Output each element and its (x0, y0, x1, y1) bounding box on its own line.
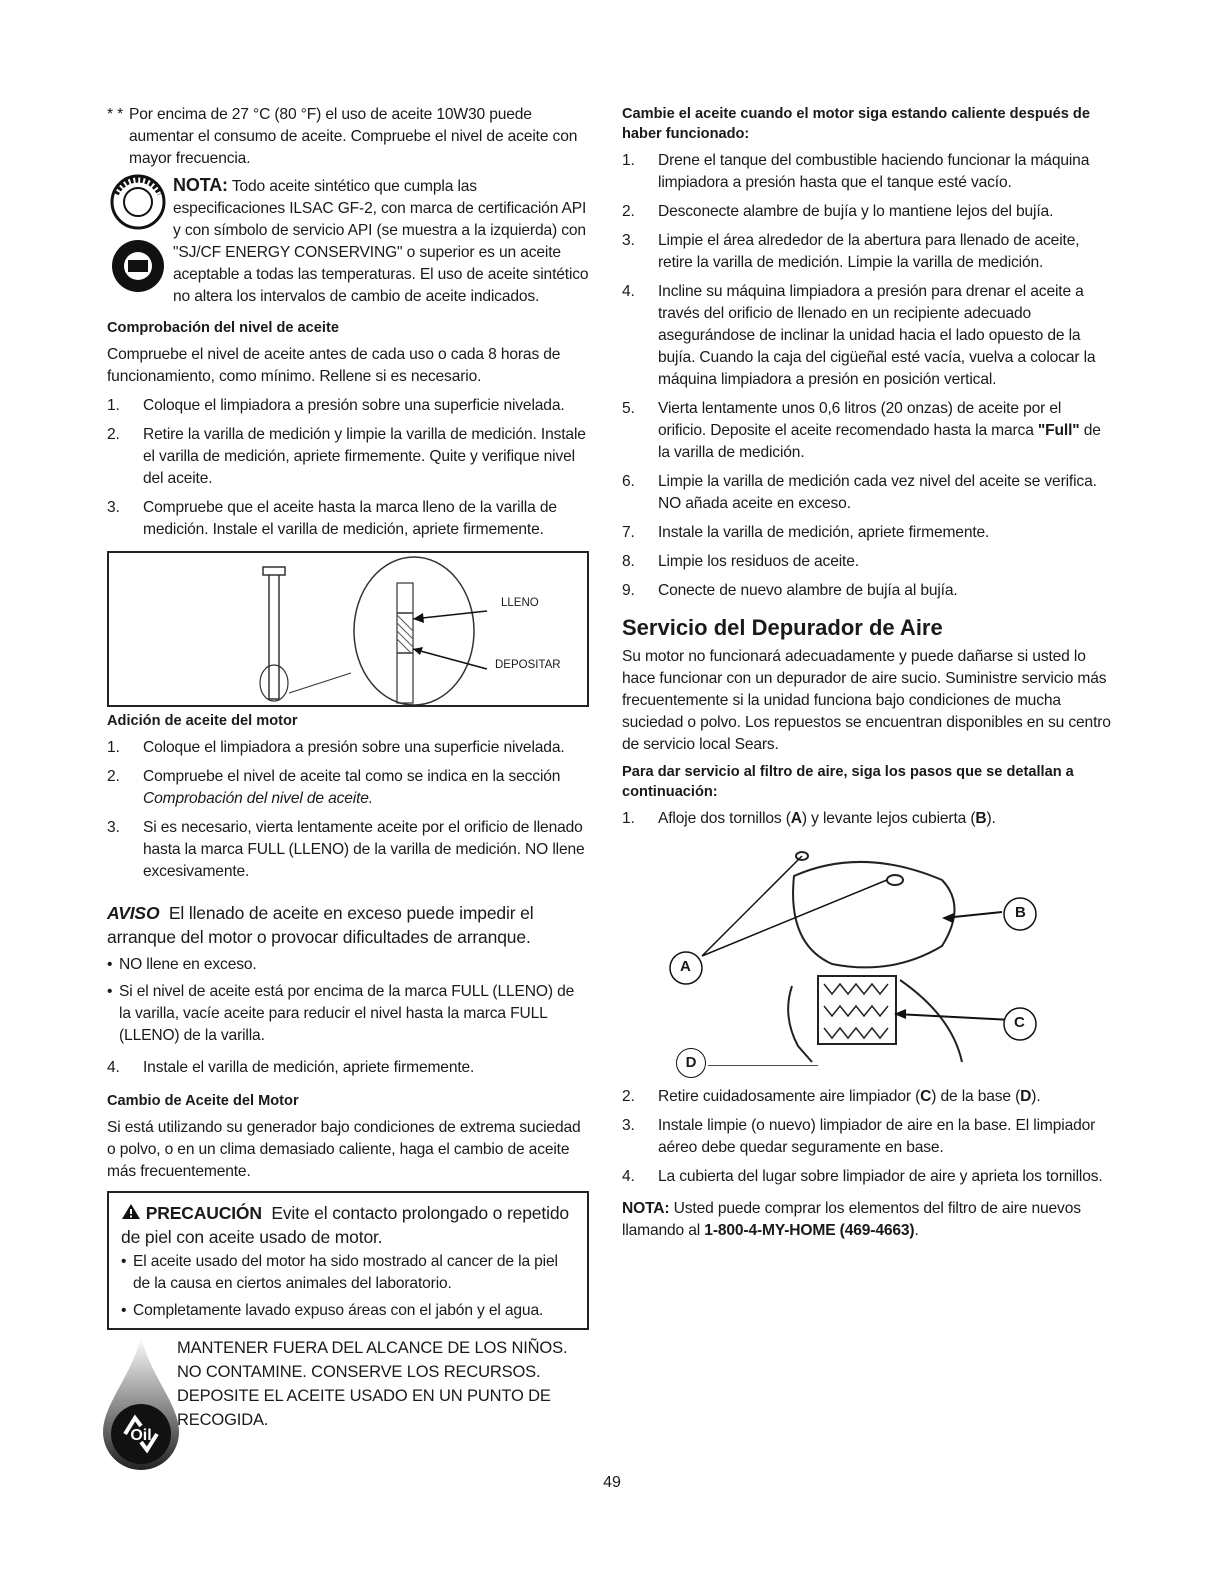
recycle-text: MANTENER FUERA DEL ALCANCE DE LOS NIÑOS. NO CONTAMINE. CONSERVE LOS RECURSOS. DEPOSITE EL ACEITE USADO EN UN PUNTO DE RECOGIDA. (177, 1339, 568, 1429)
list-item: 3. Compruebe que el aceite hasta la marca lleno de la varilla de medición. Instale el varilla de medición, apriete firmemente. (107, 499, 557, 538)
list-item: 4. La cubierta del lugar sobre limpiador de aire y aprieta los tornillos. (622, 1168, 1103, 1185)
list-item: 8. Limpie los residuos de aceite. (622, 553, 859, 570)
right-column (622, 104, 1112, 1242)
list-item: 2. Retire cuidadosamente aire limpiador (C) de la base (D). (622, 1088, 1041, 1105)
hot-change-heading: Cambie el aceite cuando el motor siga estando caliente después de haber funcionado: (622, 106, 1090, 142)
list-item: 4. Instale el varilla de medición, apriete firmemente. (107, 1059, 475, 1076)
add-step-4 (107, 1057, 589, 1079)
callout-a: A (680, 958, 691, 975)
callout-b: B (1015, 904, 1026, 921)
air-cleaner-text: Su motor no funcionará adecuadamente y puede dañarse si usted lo hace funcionar con un depurador de aire sucio. Suministre servicio más frecuentemente si la unidad funciona bajo condiciones de mucha suciedad o polvo. Los repuestos se encuentran disponibles en su centro de servicio local Sears. (622, 648, 1111, 753)
caution-label: PRECAUCIÓN (145, 1203, 262, 1223)
phone-number: 1-800-4-MY-HOME (469-4663) (704, 1222, 915, 1239)
check-heading: Comprobación del nivel de aceite (107, 320, 339, 336)
air-filter-note: NOTA: Usted puede comprar los elementos del filtro de aire nuevos llamando al 1-800-4-MY-HOME (469-4663). (622, 1200, 1081, 1239)
api-service-seal-icon (107, 174, 169, 294)
aviso-label: AVISO (107, 903, 160, 923)
air-steps-2-4 (622, 1086, 1112, 1188)
list-item: • NO llene en exceso. (107, 954, 589, 976)
page-number: 49 (603, 1474, 621, 1491)
air-cleaner-heading: Servicio del Depurador de Aire (622, 615, 943, 640)
add-steps (107, 737, 589, 883)
air-cleaner-diagram (622, 836, 1112, 1071)
label-add: DEPOSITAR (495, 659, 561, 671)
dipstick-diagram (107, 551, 589, 707)
list-item: 2. Retire la varilla de medición y limpie la varilla de medición. Instale el varilla de medición, apriete firmemente. Quite y verifique nivel del aceite. (107, 426, 586, 487)
list-item: 2. Desconecte alambre de bujía y lo mantiene lejos del bujía. (622, 203, 1054, 220)
recycle-notice (107, 1336, 589, 1466)
nota-label: NOTA: (173, 175, 228, 195)
aviso-bullets (107, 954, 589, 1047)
aviso-text: El llenado de aceite en exceso puede impedir el arranque del motor o provocar dificultades de arranque. (107, 903, 534, 947)
callout-d: D (676, 1048, 706, 1078)
footnote: * * Por encima de 27 °C (80 °F) el uso de aceite 10W30 puede aumentar el consumo de aceite. Compruebe el nivel de aceite con mayor frecuencia. (107, 106, 578, 167)
change-text: Si está utilizando su generador bajo condiciones de extrema suciedad o polvo, o en un clima demasiado caliente, haga el cambio de aceite más frecuentemente. (107, 1119, 581, 1180)
list-item: 2. Compruebe el nivel de aceite tal como se indica en la sección Comprobación del nivel de aceite. (107, 768, 561, 807)
caution-box (107, 1191, 589, 1330)
warning-triangle-icon (121, 1203, 141, 1220)
check-steps (107, 395, 589, 541)
list-item: • Si el nivel de aceite está por encima de la marca FULL (LLENO) de la varilla, vacíe aceite para reducir el nivel hasta la marca FULL (LLENO) de la varilla. (107, 981, 589, 1047)
dipstick-illustration (109, 553, 587, 705)
air-step-1 (622, 808, 1112, 830)
air-cleaner-subheading: Para dar servicio al filtro de aire, siga los pasos que se detallan a continuación: (622, 764, 1074, 800)
list-item: 7. Instale la varilla de medición, apriete firmemente. (622, 524, 990, 541)
list-item: 3. Instale limpie (o nuevo) limpiador de aire en la base. El limpiador aéreo debe quedar seguramente en base. (622, 1117, 1096, 1156)
list-item: 3. Si es necesario, vierta lentamente aceite por el orificio de llenado hasta la marca FULL (LLENO) de la varilla de medición. NO llene excesivamente. (107, 819, 585, 880)
nota-synthetic-oil (107, 174, 589, 308)
add-heading: Adición de aceite del motor (107, 713, 298, 729)
aviso-notice (107, 901, 589, 949)
list-item: 4. Incline su máquina limpiadora a presión para drenar el aceite a través del orificio de llenado en un recipiente adecuado asegurándose de inclinar la unidad hacia el lado opuesto de la bujía. Cuando la caja del cigüeñal esté vacía, vuelva a colocar la máquina limpiadora a presión en posición vertical. (622, 283, 1096, 388)
list-item: 9. Conecte de nuevo alambre de bujía al bujía. (622, 582, 958, 599)
list-item: 1. Drene el tanque del combustible haciendo funcionar la máquina limpiadora a presión hasta que el tanque esté vacío. (622, 152, 1090, 191)
air-cleaner-illustration (622, 836, 1112, 1066)
list-item: 1. Coloque el limpiadora a presión sobre una superficie nivelada. (107, 397, 565, 414)
list-item: 1. Afloje dos tornillos (A) y levante lejos cubierta (B). (622, 810, 996, 827)
caution-bullets (121, 1251, 575, 1322)
list-item: 5. Vierta lentamente unos 0,6 litros (20 onzas) de aceite por el orificio. Deposite el aceite recomendado hasta la marca "Full" de la varilla de medición. (622, 400, 1101, 461)
callout-c: C (1014, 1014, 1025, 1031)
hot-change-steps (622, 150, 1112, 602)
nota-text: Todo aceite sintético que cumpla las especificaciones ILSAC GF-2, con marca de certificación API y con símbolo de servicio API (se muestra a la izquierda) con "SJ/CF ENERGY CONSERVING" o superior es un aceite aceptable a todas las temperaturas. El uso de aceite sintético no altera los intervalos de cambio de aceite indicados. (173, 178, 589, 305)
footnote-marker: * * (107, 106, 124, 123)
list-item: 3. Limpie el área alrededor de la abertura para llenado de aceite, retire la varilla de medición. Limpie la varilla de medición. (622, 232, 1080, 271)
change-heading: Cambio de Aceite del Motor (107, 1093, 299, 1109)
list-item: • El aceite usado del motor ha sido mostrado al cancer de la piel de la causa en ciertos animales del laboratorio. (121, 1251, 575, 1295)
list-item: 6. Limpie la varilla de medición cada vez nivel del aceite se verifica. NO añada aceite en exceso. (622, 473, 1097, 512)
list-item: 1. Coloque el limpiadora a presión sobre una superficie nivelada. (107, 739, 565, 756)
svg-text:Oil: Oil (130, 1427, 152, 1444)
check-intro: Compruebe el nivel de aceite antes de cada uso o cada 8 horas de funcionamiento, como mínimo. Rellene si es necesario. (107, 346, 561, 385)
caution-text: Evite el contacto prolongado o repetido de piel con aceite usado de motor. (121, 1203, 570, 1247)
left-column (107, 104, 589, 1466)
list-item: • Completamente lavado expuso áreas con el jabón y el agua. (121, 1300, 575, 1322)
oil-recycle-icon (101, 1334, 181, 1470)
label-full: LLENO (501, 597, 539, 609)
